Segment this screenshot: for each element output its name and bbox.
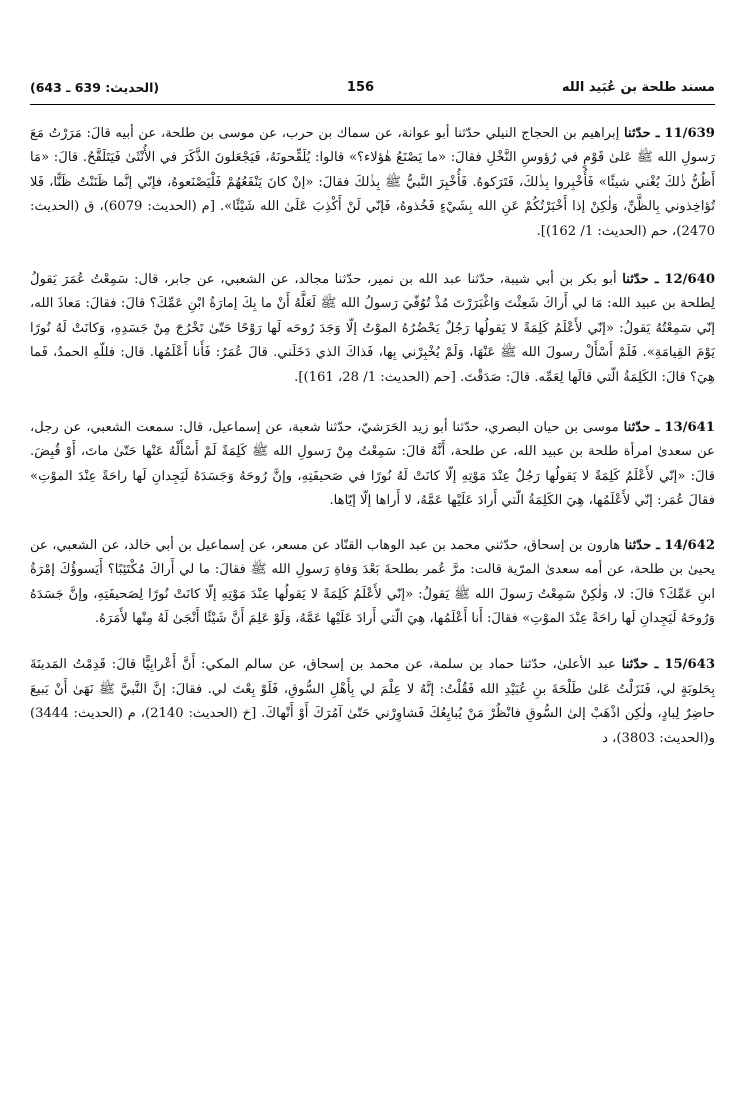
book-title: مسند طلحة بن عُبَيد الله [561,79,715,95]
hadith-range: (الحديث: 639 ـ 643) [30,79,160,95]
page-content [30,122,715,751]
hadith-paragraph [30,534,715,632]
header-rule [30,104,715,105]
hadith-text: إبراهيم بن الحجاج النيلي حدّثنا أبو عوانة، عن سماك بن حرب، عن موسى بن طلحة، عن أبيه قالَ: مَرَرْتُ مَعَ رَسولِ الله ﷺ عَلىٰ قَوْمٍ في رُؤوسِ النَّخْلِ فقالَ: «ما يَصْنَعُ هٰؤلاء؟» قالوا: يُلَقِّحونَهُ، فَيَجْعَلونَ الذَّكَرَ في الأُنْثَىٰ فَيَتَلَقَّحُ. قالَ: «مَا أَظُنُّ ذٰلكَ يُغْني شيئًا» فَأُخْبِروا بِذٰلكَ، فَتَرَكوهُ. فَأُخْبِرَ النَّبيُّ ﷺ بِذٰلكَ فقالَ: «إنْ كانَ يَنْفَعُهُمْ فَلْيَصْنَعوهُ، فإنّي إنَّما ظَنَنْتُ ظَنًّا، فَلا تُؤاخِذوني بِالظَّنِّ، وَلٰكِنْ إذا أَخْبَرْتُكُمْ عَنِ الله بِشَيْءٍ فَخُذوهُ، فَإنّي لَنْ أَكْذِبَ عَلَىٰ الله شَيْئًا». [م (الحديث: 6079)، ق (الحديث: 2470)، حم (الحديث: 1/ 162)]. [30,126,715,239]
hadith-number: 11/639 [664,126,715,141]
hadith-text: عبد الأعلىٰ، حدّثنا حماد بن سلمة، عن محمد بن إسحاق، عن سالم المكي: أَنَّ أَعْرابِيًّا قالَ: قَدِمْتُ المَدينَةَ بِحَلوبَةٍ لي، فَنَزَلْتُ عَلىٰ طَلْحَةَ بنِ عُبَيْدِ الله فَقُلْتُ: إنَّهُ لا عِلْمَ لي بِأَهْلِ السُّوقِ، فَلَوْ بِعْتَ لي. فقالَ: إنَّ النَّبيَّ ﷺ نَهَىٰ أَنْ يَبيعَ حاضِرٌ لِبادٍ، ولٰكِن اذْهَبْ إلىٰ السُّوقِ فانْظُرْ مَنْ يُبايِعُكَ فَشاوِرْني حَتّىٰ آمُرَكَ أَوْ أَنْهاكَ. [خ (الحديث: 2140)، م (الحديث: 3444) و(الحديث: 3803)، د [30,657,715,746]
hadith-text: موسى بن حيان البصري، حدّثنا أبو زيد الحَرَشيّ، حدّثنا شعبة، عن إسماعيل، قال: سمعت الشعبي، عن رجل، عن سعدىٰ امرأة طلحة بن عبيد الله، عن طلحة، أَنَّهُ قالَ: سَمِعْتُ مِنْ رَسولِ الله ﷺ كَلِمَةً لَمْ أَسْأَلْهُ عَنْها حَتّىٰ ماتَ، أَوْ قُبِضَ. قالَ: «إنّي لأَعْلَمُ كَلِمَةً لا يَقولُها رَجُلٌ عِنْدَ مَوْتِهِ إلّا كانَتْ لَهُ نُورًا في صَحيفَتِهِ، وإنَّ رُوحَهُ وَجَسَدَهُ لَيَجِدانِ لَها راحَةً عِنْدَ الموْتِ» فقالَ عُمَر: إنّي لأَعْلَمُها، هِيَ الكَلِمَةُ الّتي أَرادَ عَلَيْها عَمَّهُ، لا أَراها إلّا إيّاها. [30,420,715,509]
hadith-text: هارون بن إسحاق، حدّثني محمد بن عبد الوهاب القنّاد عن مسعر، عن إسماعيل بن أبي خالد، عن الشعبي، عن يحيىٰ بن طلحة، عن أمه سعدىٰ المرّية قالت: مرَّ عُمر بطلحةَ بَعْدَ وَفاةِ رَسولِ الله ﷺ فقالَ: ما لي أَراكَ مُكْتَئِبًا؟ أَيَسوؤُكَ إمْرَةُ ابنِ عَمِّكَ؟ قالَ: لا، وَلٰكِنْ سَمِعْتُ رَسولَ الله ﷺ يَقولُ: «إنّي لأَعْلَمُ كَلِمَةً لا يَقولُها عِنْدَ مَوْتِهِ إلّا كانَتْ نُورًا لِصَحيفَتِهِ، وإنَّ جَسَدَهُ وَرُوحَهُ لَيَجِدانِ لَها راحَةً عِنْدَ الموْتِ» فقالَ: أَنا أَعْلَمُها، هِيَ الّتي أَرادَ عَلَيْها عَمَّهُ، وَلَوْ عَلِمَ أَنَّ شَيْئًا أَنْجَىٰ لَهُ مِنْها لأَمَرَهُ. [30,537,715,626]
hadith-number: 13/641 [664,420,715,436]
hadith-paragraph [30,268,715,390]
page-header [30,76,715,98]
hadith-text: أبو بكر بن أبي شيبة، حدّثنا عبد الله بن نمير، حدّثنا مجالد، عن الشعبي، عن جابر، قال: سَمِعْتُ عُمَرَ يَقولُ لِطلحة بن عبيد الله: مَا لي أَراكَ شَعِثْتَ وَاغْبَرَرْتَ مُذْ تُوُفّيَ رَسولُ الله ﷺ لَعَلَّهُ أَنْ ما بِكَ إمارَةُ ابْنِ عَمِّكَ؟ قالَ: فقالَ: مَعاذَ الله، إنّي سَمِعْتُهُ يَقولُ: «إنّي لأَعْلَمُ كَلِمَةً لا يَقولُها رَجُلٌ يَحْضُرُهُ الموْتُ إلّا وَجَدَ رُوحَه لَها رَوْحًا حَتّىٰ تَخْرُجَ مِنْ جَسَدِهِ، وَكانَتْ لَهُ نُورًا يَوْمَ القِيامَةِ». فَلَمْ أَسْأَلْ رسولَ الله ﷺ عَنْهَا، وَلَمْ يُخْبِرْني بِها، فَذاكَ الذي دَخَلَني. قالَ عُمَرُ: فَأَنا أَعْلَمُها. قال: فللّهِ الحمدُ، فَما هِيَ؟ قالَ: الكَلِمَةُ الّتي قالَها لِعَمِّه. قالَ: صَدَقْتَ. [حم (الحديث: 1/ 28، 161)]. [30,272,715,385]
hadith-number: 12/640 [664,272,715,288]
hadith-paragraph [30,653,715,751]
hadith-number: 14/642 [664,537,715,553]
hadith-intro: ـ حدّثنا [624,537,660,553]
hadith-paragraph [30,416,715,514]
hadith-intro: ـ حدّثنا [623,420,660,436]
hadith-intro: ـ حدّثنا [624,126,660,141]
hadith-intro: ـ حدّثنا [622,272,659,288]
page-number: 156 [346,79,375,95]
hadith-paragraph [30,122,715,244]
hadith-intro: ـ حدّثنا [621,657,659,673]
hadith-number: 15/643 [664,657,715,673]
